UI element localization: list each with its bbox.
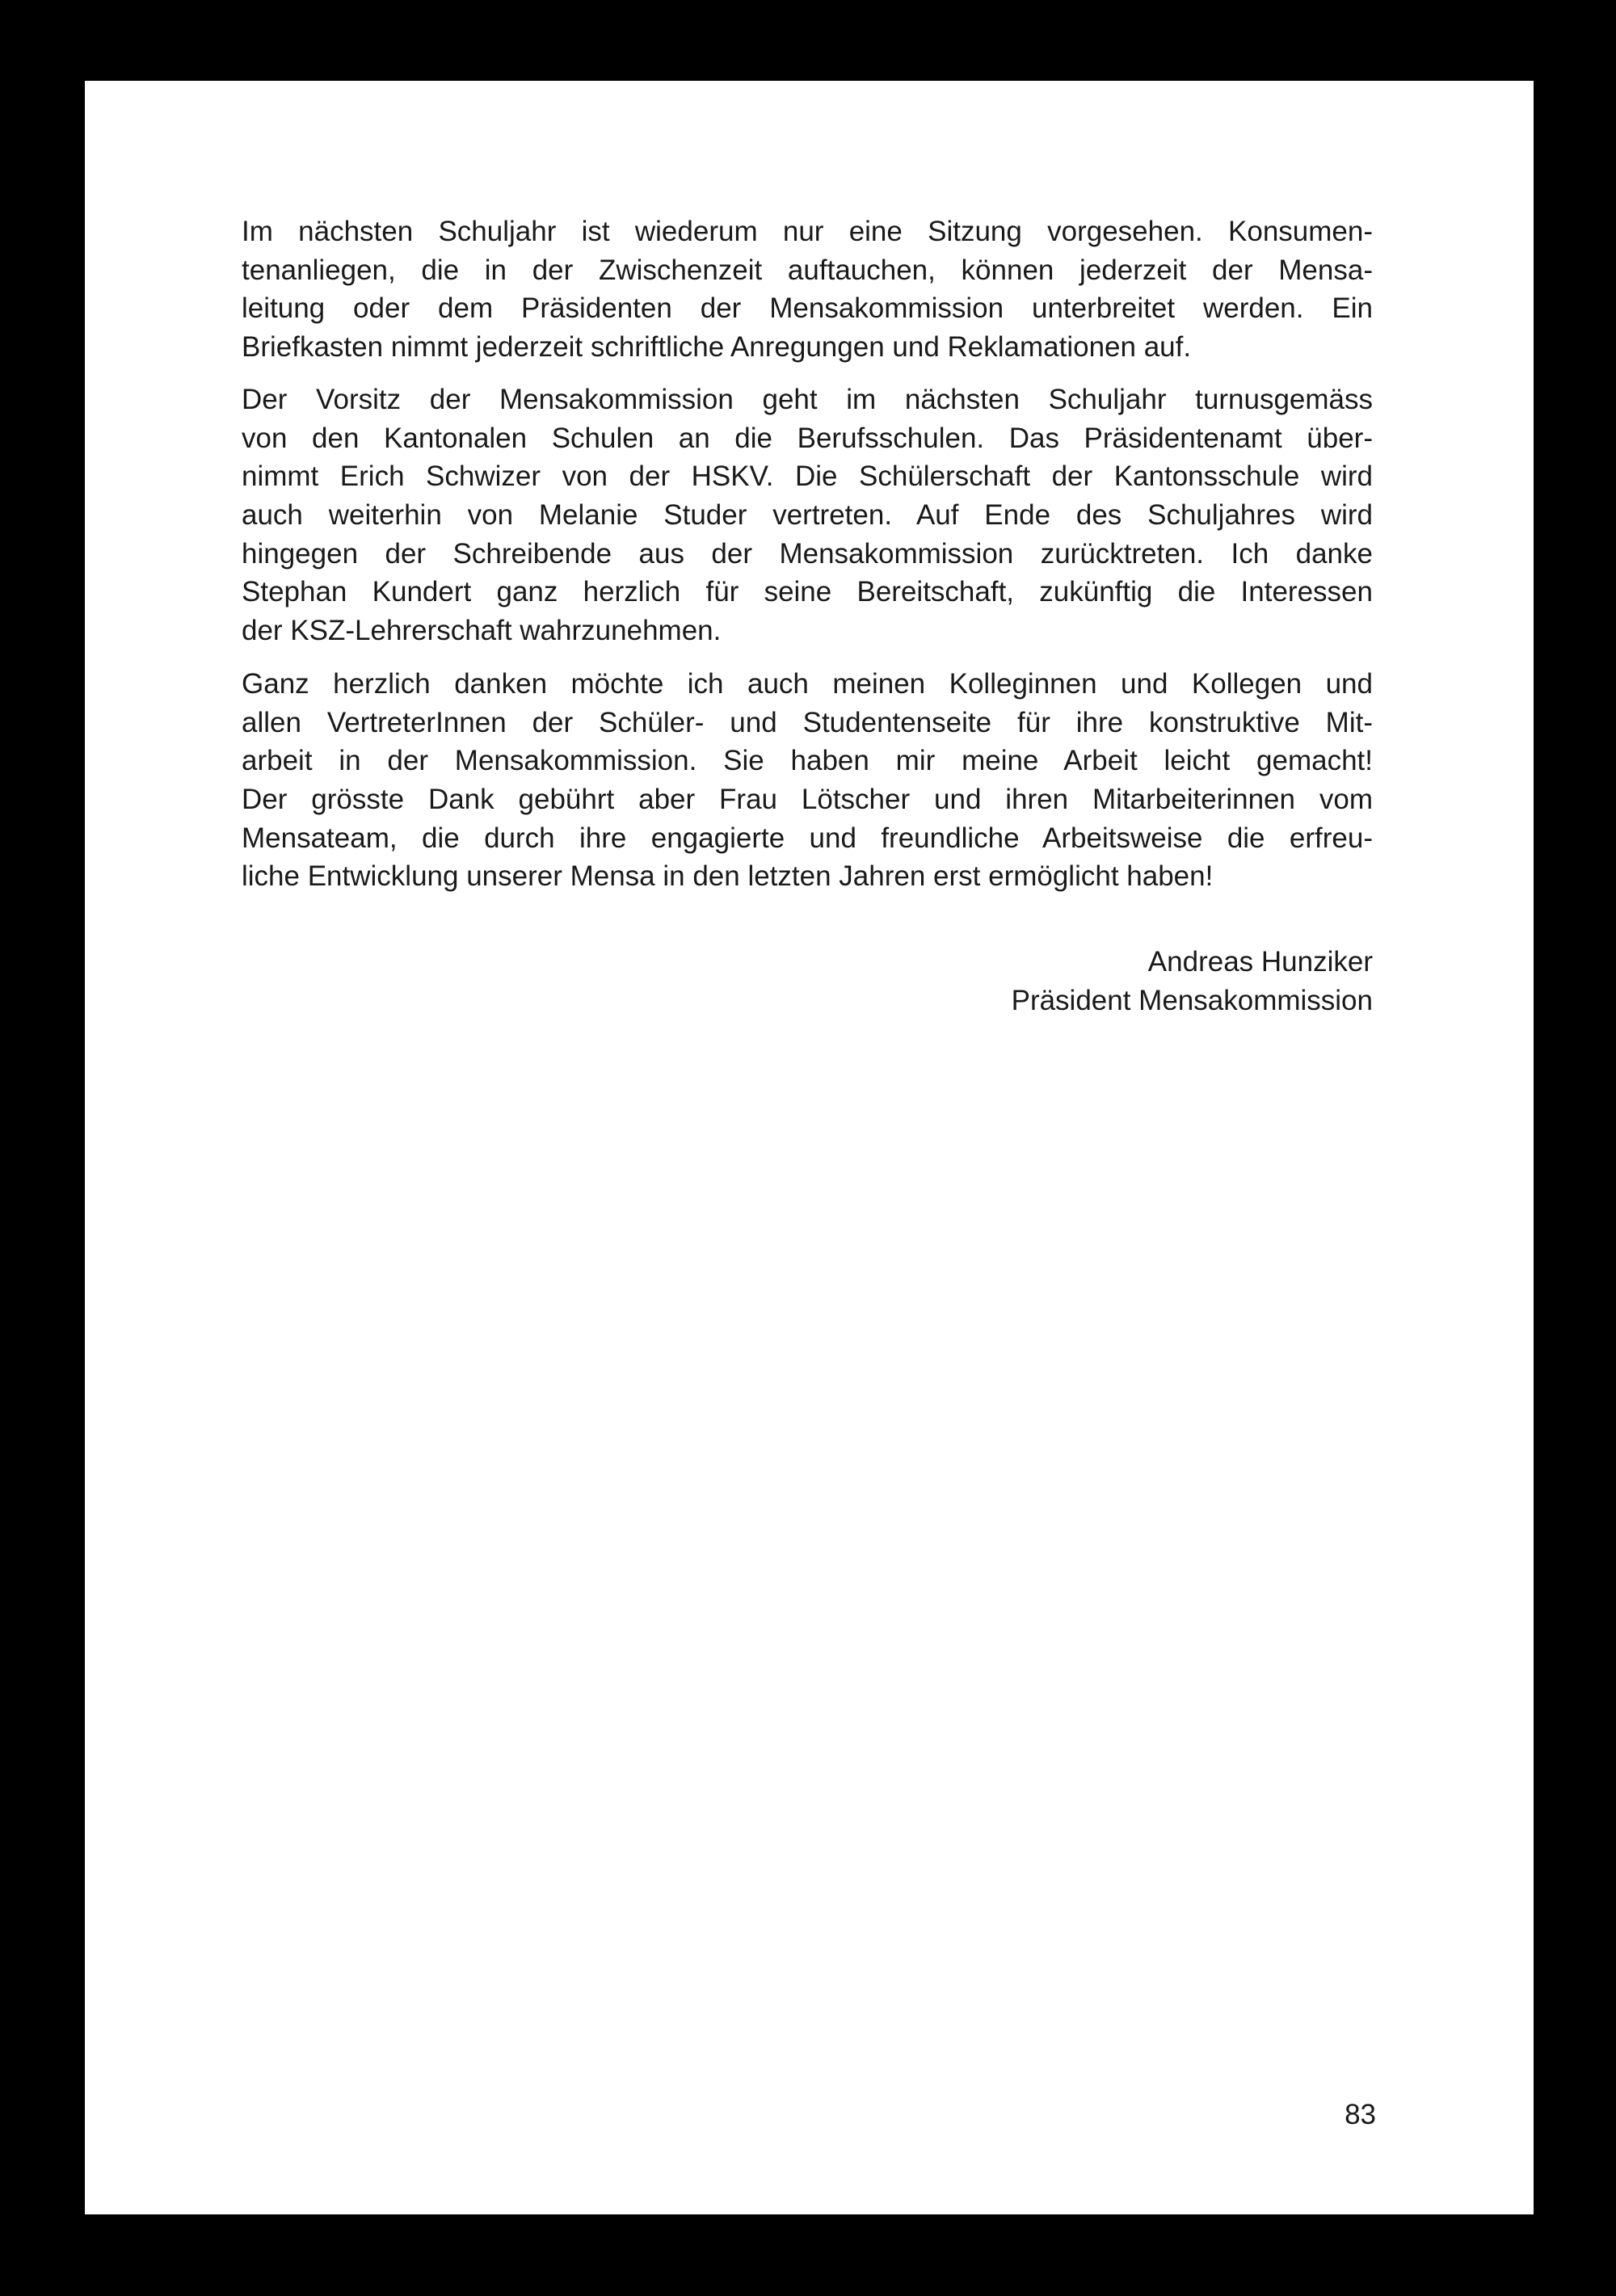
text-line: arbeit in der Mensakommission. Sie haben mir meine Arbeit leicht gemacht! (242, 745, 1373, 777)
text-line: tenanliegen, die in der Zwischenzeit auftauchen, können jederzeit der Mensa- (242, 254, 1373, 286)
text-line: allen VertreterInnen der Schüler- und Studentenseite für ihre konstruktive Mit- (242, 706, 1373, 738)
text-line: hingegen der Schreibende aus der Mensakommission zurücktreten. Ich danke (242, 537, 1373, 570)
text-line: Der grösste Dank gebührt aber Frau Lötscher und ihren Mitarbeiterinnen vom (242, 784, 1373, 816)
text-line: Stephan Kundert ganz herzlich für seine Bereitschaft, zukünftig die Interessen (242, 576, 1373, 608)
text-line: leitung oder dem Präsidenten der Mensakommission unterbreitet werden. Ein (242, 292, 1373, 325)
paragraph-3 (242, 665, 1373, 896)
text-line: von den Kantonalen Schulen an die Berufsschulen. Das Präsidentenamt über- (242, 422, 1373, 454)
signature-title: Präsident Mensakommission (1011, 984, 1373, 1016)
paragraph-2 (242, 381, 1373, 650)
text-line: Briefkasten nimmt jederzeit schriftliche Anregungen und Reklamationen auf. (242, 331, 1192, 364)
signature-block (1012, 943, 1373, 1020)
text-line: nimmt Erich Schwizer von der HSKV. Die Schülerschaft der Kantonsschule wird (242, 460, 1373, 493)
text-line: Ganz herzlich danken möchte ich auch meinen Kolleginnen und Kollegen und (242, 668, 1373, 700)
text-line: auch weiterhin von Melanie Studer vertreten. Auf Ende des Schuljahres wird (242, 499, 1373, 532)
text-line: der KSZ-Lehrerschaft wahrzunehmen. (242, 615, 722, 647)
document-page (85, 81, 1534, 2214)
text-line: liche Entwicklung unserer Mensa in den letzten Jahren erst ermöglicht haben! (242, 860, 1214, 893)
signature-name: Andreas Hunziker (1147, 946, 1373, 978)
paragraph-1 (242, 212, 1373, 367)
page-number: 83 (1345, 2099, 1376, 2130)
text-line: Der Vorsitz der Mensakommission geht im nächsten Schuljahr turnusgemäss (242, 384, 1373, 415)
text-line: Im nächsten Schuljahr ist wiederum nur eine Sitzung vorgesehen. Konsumen- (242, 216, 1373, 247)
text-line: Mensateam, die durch ihre engagierte und freundliche Arbeitsweise die erfreu- (242, 822, 1373, 854)
